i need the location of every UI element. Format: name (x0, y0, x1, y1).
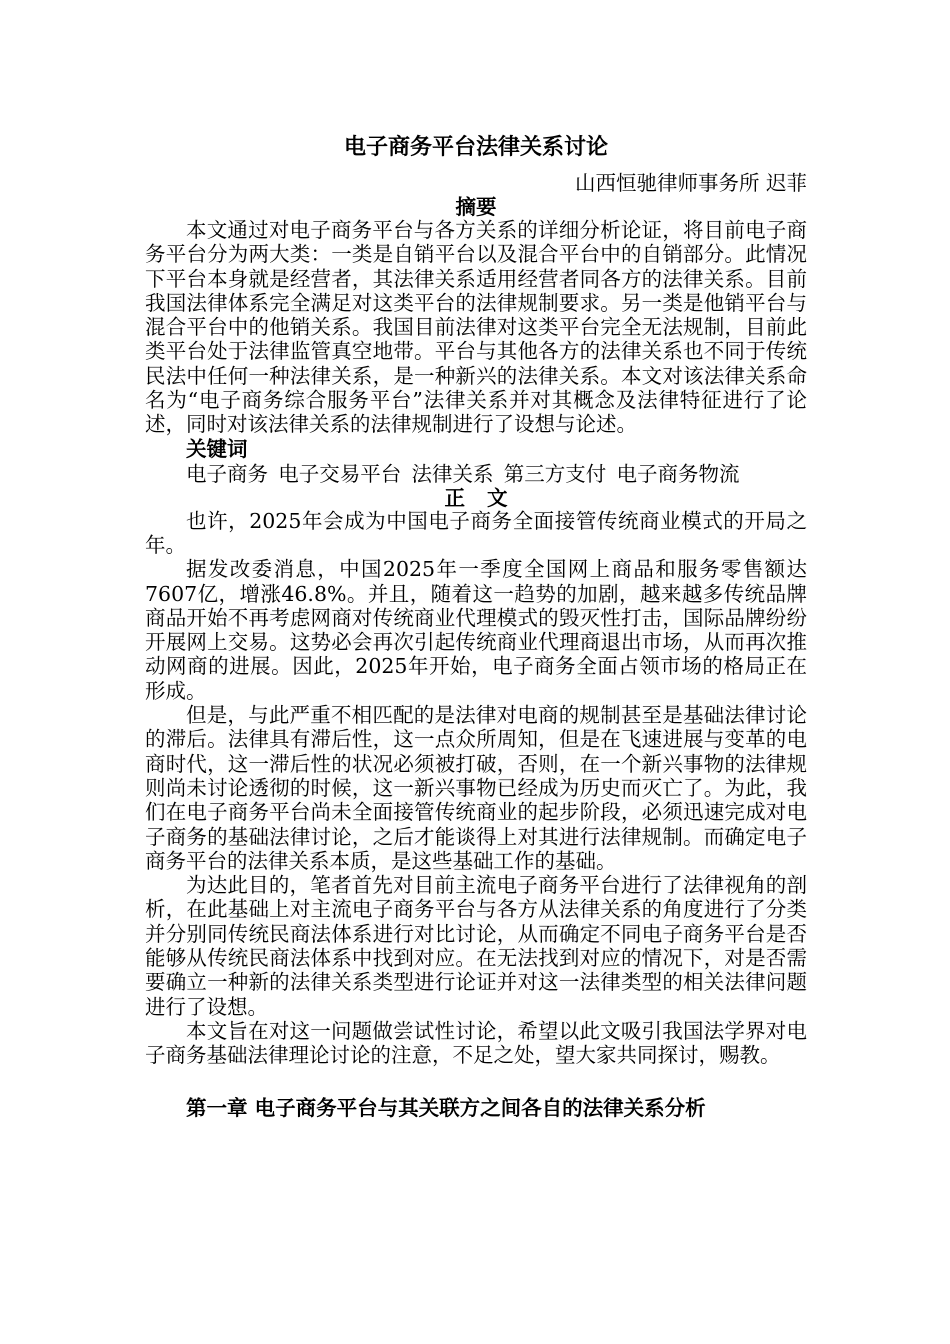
body-paragraph: 据发改委消息，中国2025年一季度全国网上商品和服务零售额达7607亿，增涨46.8%。并且，随着这一趋势的加剧，越来越多传统品牌商品开始不再考虑网商对传统商业代理模式的毁灭性打击，国际品牌纷纷开展网上交易。这势必会再次引起传统商业代理商退出市场，从而再次推动网商的进展。因此，2025年开始，电子商务全面占领市场的格局正在形成。 (145, 557, 807, 703)
keywords-list (145, 461, 807, 487)
keywords-label: 关键词 (186, 436, 248, 461)
body-paragraph: 也许，2025年会成为中国电子商务全面接管传统商业模式的开局之年。 (145, 508, 807, 557)
keyword: 电子商务 (186, 461, 268, 486)
body-paragraph: 本文旨在对这一问题做尝试性讨论，希望以此文吸引我国法学界对电子商务基础法律理论讨论的注意，不足之处，望大家共同探讨，赐教。 (145, 1018, 807, 1068)
body-heading-text: 正文 (444, 485, 530, 510)
keyword: 电子交易平台 (278, 461, 402, 486)
chapter-heading: 第一章 电子商务平台与其关联方之间各自的法律关系分析 (186, 1095, 706, 1120)
body-paragraph: 但是，与此严重不相匹配的是法律对电商的规制甚至是基础法律讨论的滞后。法律具有滞后性，这一点众所周知，但是在飞速进展与变革的电商时代，这一滞后性的状况必须被打破，否则，在一个新兴事物的法律规则尚未讨论透彻的时候，这一新兴事物已经成为历史而灭亡了。为此，我们在电子商务平台尚未全面接管传统商业的起步阶段，必须迅速完成对电子商务的基础法律讨论，之后才能谈得上对其进行法律规制。而确定电子商务平台的法律关系本质，是这些基础工作的基础。 (145, 703, 807, 873)
abstract-heading: 摘要 (455, 195, 497, 219)
body-paragraph: 为达此目的，笔者首先对目前主流电子商务平台进行了法律视角的剖析，在此基础上对主流电子商务平台与各方从法律关系的角度进行了分类并分别同传统民商法体系进行对比讨论，从而确定不同电子商务平台是否能够从传统民商法体系中找到对应。在无法找到对应的情况下，对是否需要确立一种新的法律关系类型进行论证并对这一法律类型的相关法律问题进行了设想。 (145, 873, 807, 1019)
abstract-paragraph: 本文通过对电子商务平台与各方关系的详细分析论证，将目前电子商务平台分为两大类：一类是自销平台以及混合平台中的自销部分。此情况下平台本身就是经营者，其法律关系适用经营者同各方的法律关系。目前我国法律体系完全满足对这类平台的法律规制要求。另一类是他销平台与混合平台中的他销关系。我国目前法律对这类平台完全无法规制，目前此类平台处于法律监管真空地带。平台与其他各方的法律关系也不同于传统民法中任何一种法律关系，是一种新兴的法律关系。本文对该法律关系命名为“电子商务综合服务平台”法律关系并对其概念及法律特征进行了论述，同时对该法律关系的法律规制进行了设想与论述。 (145, 218, 807, 437)
keyword: 法律关系 (411, 461, 494, 486)
document-title: 电子商务平台法律关系讨论 (343, 135, 608, 160)
document-page (145, 132, 807, 1122)
keyword: 第三方支付 (503, 461, 607, 486)
keyword: 电子商务物流 (616, 461, 740, 486)
body-heading (145, 487, 807, 509)
author-line: 山西恒驰律师事务所 迟菲 (574, 171, 807, 195)
